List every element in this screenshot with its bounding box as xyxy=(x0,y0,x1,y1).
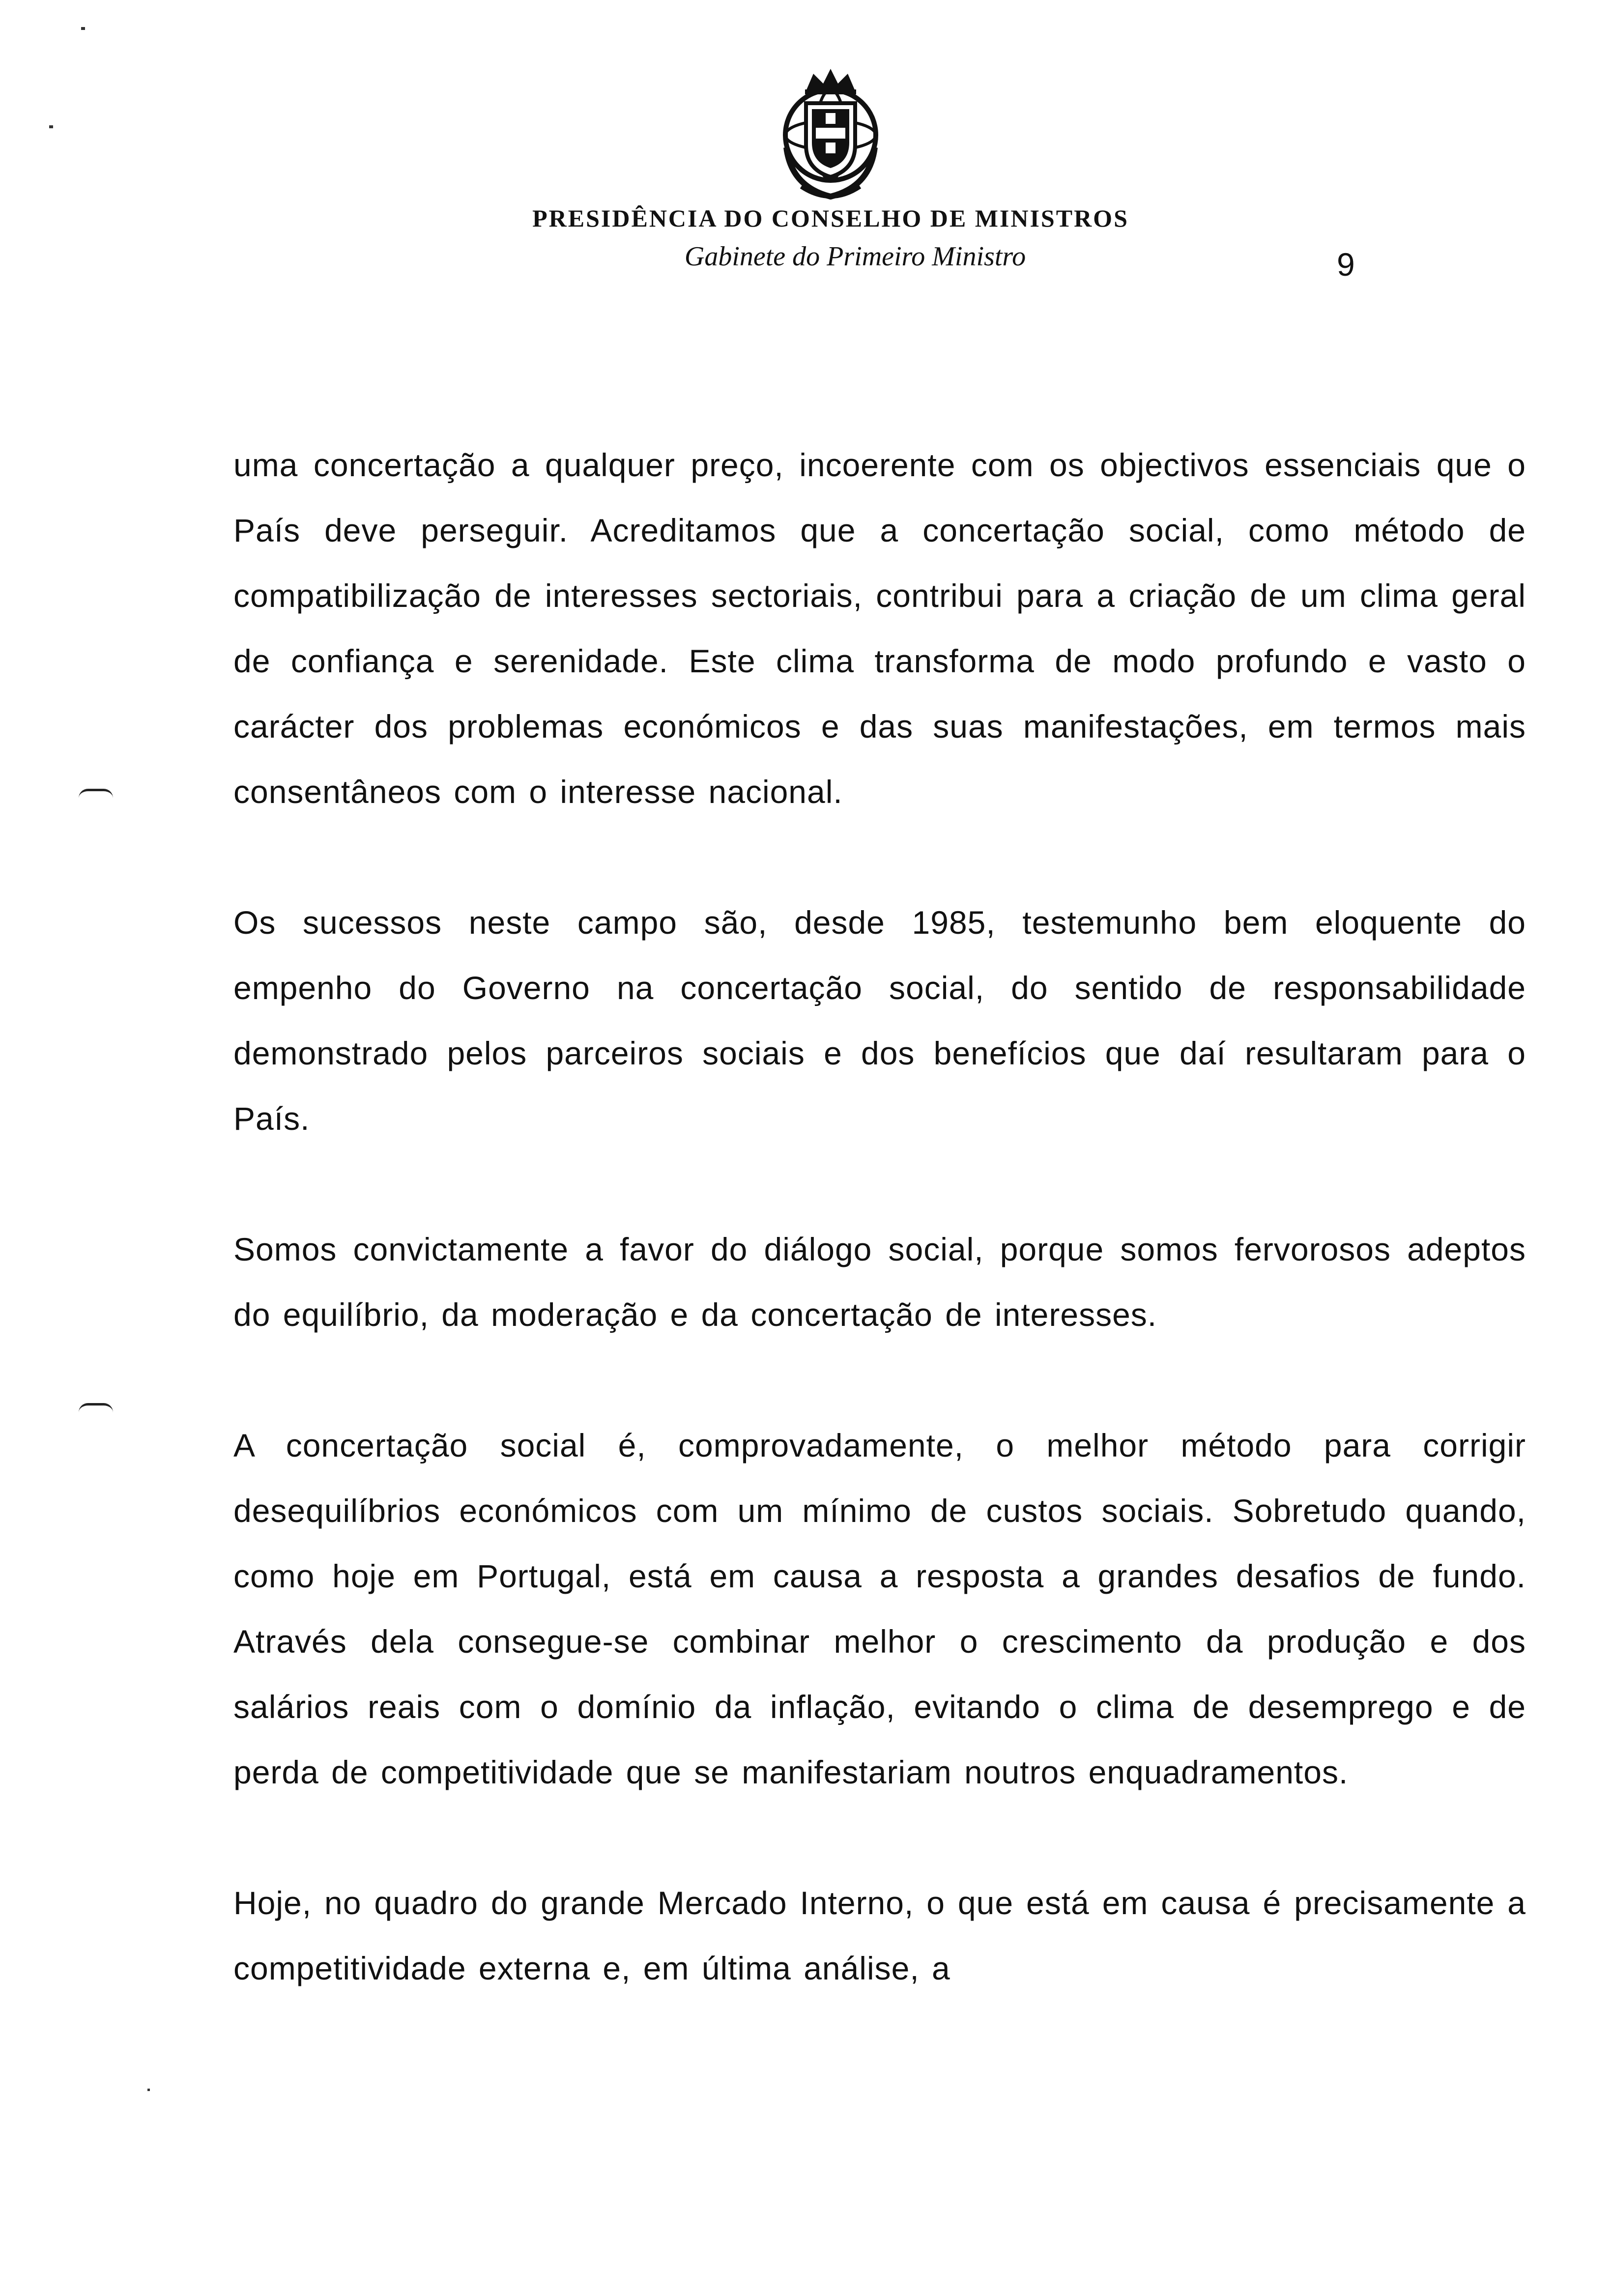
margin-punch-mark xyxy=(79,1403,113,1412)
paragraph: uma concertação a qualquer preço, incoerente com os objectivos essenciais que o País deve perseguir. Acreditamos que a concertação social, como método de compatibilização de interesses sectoriais, contribui para a criação de um clima geral de confiança e serenidade. Este clima transforma de modo profundo e vasto o carácter dos problemas económicos e das suas manifestações, em termos mais consentâneos com o interesse nacional. xyxy=(233,447,1526,810)
margin-punch-mark xyxy=(79,789,113,798)
crest-icon xyxy=(767,64,894,206)
paragraph: A concertação social é, comprovadamente, o melhor método para corrigir desequilíbrios económicos com um mínimo de custos sociais. Sobretudo quando, como hoje em Portugal, está em causa a resposta a grandes desafios de fundo. Através dela consegue-se combinar melhor o crescimento da produção e dos salários reais com o domínio da inflação, evitando o clima de desemprego e de perda de competitividade que se manifestariam noutros enquadramentos. xyxy=(233,1427,1526,1790)
paragraph: Hoje, no quadro do grande Mercado Interno, o que está em causa é precisamente a competitividade externa e, em última análise, a xyxy=(233,1885,1526,1986)
office-subtitle: Gabinete do Primeiro Ministro xyxy=(684,241,1026,272)
scan-speck xyxy=(147,2089,150,2091)
scan-speck xyxy=(49,125,53,128)
paragraph: Os sucessos neste campo são, desde 1985, testemunho bem eloquente do empenho do Governo na concertação social, do sentido de responsabilidade demonstrado pelos parceiros sociais e dos benefícios que daí resultaram para o País. xyxy=(233,904,1526,1137)
document-body xyxy=(233,432,1526,2066)
paragraph: Somos convictamente a favor do diálogo social, porque somos fervorosos adeptos do equilíbrio, da moderação e da concertação de interesses. xyxy=(233,1231,1526,1333)
page-number: 9 xyxy=(1337,246,1355,283)
scan-speck xyxy=(81,27,85,30)
institution-title: PRESIDÊNCIA DO CONSELHO DE MINISTROS xyxy=(532,204,1129,232)
